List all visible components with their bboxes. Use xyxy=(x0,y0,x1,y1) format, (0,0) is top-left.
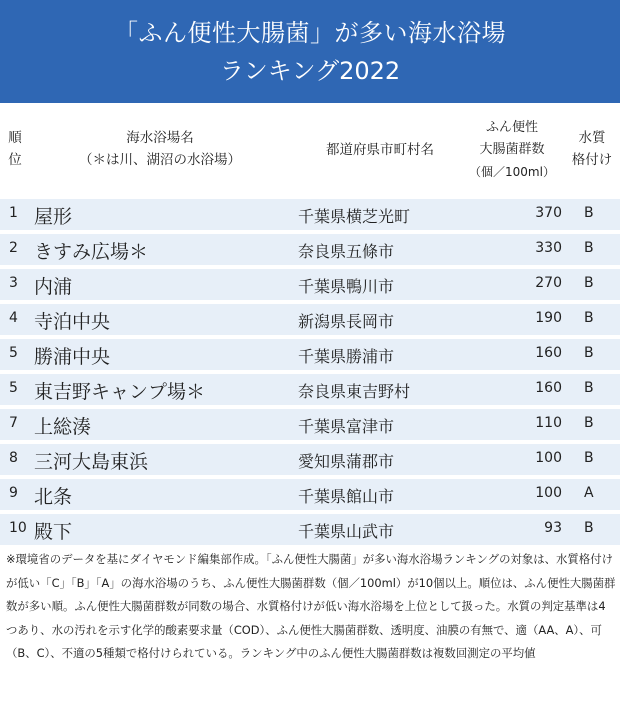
bacteria-count: 190 xyxy=(535,310,562,326)
beach-name: 北条 xyxy=(34,486,73,508)
footnote: ※環境省のデータを基にダイヤモンド編集部作成。「ふん便性大腸菌」が多い海水浴場ランキングの対象は、水質格付けが低い「C」「B」「A」の海水浴場のうち、ふん便性大腸菌群数（個／100ml）が10個以上。順位は、ふん便性大腸菌群数が多い順。ふん便性大腸菌群数が同数の場合、水質格付けが低い海水浴場を上位として扱った。水質の判定基準は4つあり、水の汚れを示す化学的酸素要求量（COD）、ふん便性大腸菌群数、透明度、油膜の有無で、適（AA、A）、可（B、C）、不適の5種類で格付けられている。ランキング中のふん便性大腸菌群数は複数回測定の平均値 xyxy=(6,552,616,660)
page-title: 「ふん便性大腸菌」が多い海水浴場 xyxy=(114,18,506,47)
beach-name: 三河大島東浜 xyxy=(34,451,149,473)
beach-name: 勝浦中央 xyxy=(34,346,111,368)
rank: 9 xyxy=(9,485,18,501)
bacteria-count: 93 xyxy=(544,520,562,536)
table-row xyxy=(0,444,620,475)
rank: 3 xyxy=(9,275,18,291)
bacteria-count: 160 xyxy=(535,345,562,361)
beach-name: 殿下 xyxy=(34,521,73,543)
prefecture: 千葉県館山市 xyxy=(298,487,395,506)
bacteria-count: 100 xyxy=(535,450,562,466)
bacteria-count: 100 xyxy=(535,485,562,501)
water-grade: B xyxy=(584,345,594,361)
column-header-water-grade: 水質 格付け xyxy=(571,130,613,168)
rank: 8 xyxy=(9,450,18,466)
prefecture: 千葉県山武市 xyxy=(298,522,395,541)
water-grade: B xyxy=(584,275,594,291)
prefecture: 千葉県鴨川市 xyxy=(298,277,395,296)
page-subtitle: ランキング2022 xyxy=(219,56,401,85)
beach-name: 東吉野キャンプ場＊ xyxy=(34,381,206,403)
rank: 5 xyxy=(9,345,18,361)
water-grade: B xyxy=(584,240,594,256)
title-banner xyxy=(0,0,620,103)
prefecture: 千葉県横芝光町 xyxy=(298,207,411,226)
column-header-prefecture: 都道府県市町村名 xyxy=(326,142,434,158)
column-header-rank: 順 位 xyxy=(8,130,22,168)
rank: 2 xyxy=(9,240,18,256)
rank: 10 xyxy=(9,520,27,536)
water-grade: B xyxy=(584,450,594,466)
table-row xyxy=(0,374,620,405)
bacteria-count: 370 xyxy=(535,205,562,221)
beach-name: 内浦 xyxy=(34,276,73,298)
column-header-beach-name: 海水浴場名 （＊は川、湖沼の水浴場） xyxy=(79,130,241,168)
table-row xyxy=(0,514,620,545)
bacteria-count: 160 xyxy=(535,380,562,396)
prefecture: 奈良県東吉野村 xyxy=(298,382,411,401)
beach-name: 寺泊中央 xyxy=(34,311,111,333)
ranking-table xyxy=(0,199,620,545)
table-header xyxy=(0,103,620,199)
table-row xyxy=(0,479,620,510)
column-header-bacteria-count: ふん便性 大腸菌群数 （個／100ml） xyxy=(469,120,555,179)
rank: 4 xyxy=(9,310,18,326)
water-grade: B xyxy=(584,205,594,221)
beach-name: 屋形 xyxy=(34,206,73,228)
rank: 7 xyxy=(9,415,18,431)
bacteria-count: 330 xyxy=(535,240,562,256)
prefecture: 千葉県勝浦市 xyxy=(298,347,395,366)
water-grade: B xyxy=(584,380,594,396)
beach-name: きすみ広場＊ xyxy=(34,241,149,263)
bacteria-count: 110 xyxy=(535,415,562,431)
table-row xyxy=(0,304,620,335)
rank: 5 xyxy=(9,380,18,396)
prefecture: 愛知県蒲郡市 xyxy=(298,452,395,471)
rank: 1 xyxy=(9,205,18,221)
water-grade: B xyxy=(584,520,594,536)
table-row xyxy=(0,269,620,300)
table-row xyxy=(0,234,620,265)
table-row xyxy=(0,409,620,440)
water-grade: A xyxy=(584,485,594,501)
prefecture: 奈良県五條市 xyxy=(298,242,395,261)
prefecture: 新潟県長岡市 xyxy=(298,312,395,331)
beach-name: 上総湊 xyxy=(34,416,92,438)
table-row xyxy=(0,339,620,370)
water-grade: B xyxy=(584,415,594,431)
table-row xyxy=(0,199,620,230)
water-grade: B xyxy=(584,310,594,326)
bacteria-count: 270 xyxy=(535,275,562,291)
prefecture: 千葉県富津市 xyxy=(298,417,395,436)
